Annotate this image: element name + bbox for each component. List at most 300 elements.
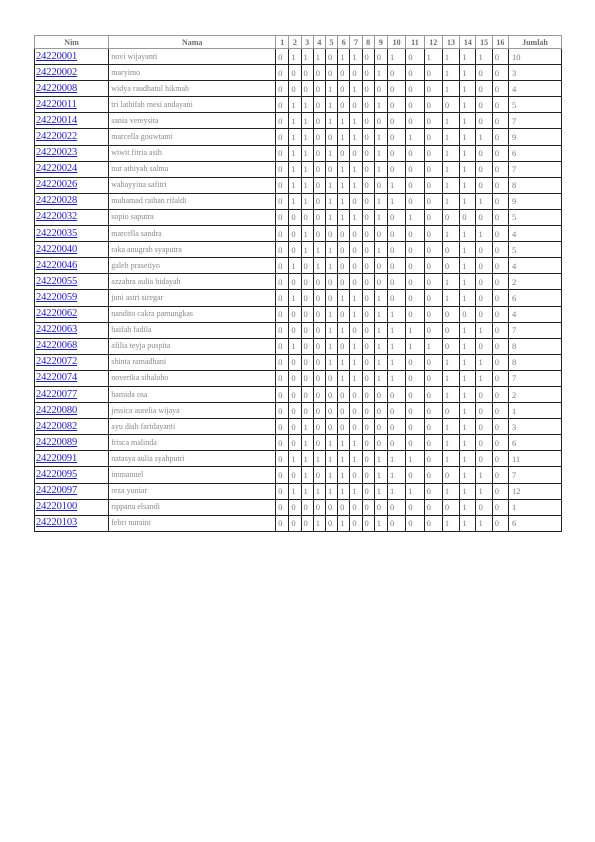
score-cell[interactable]: 1: [325, 467, 337, 483]
score-cell[interactable]: 0: [338, 274, 350, 290]
jumlah-cell[interactable]: 6: [508, 290, 561, 306]
jumlah-cell[interactable]: 6: [508, 145, 561, 161]
score-cell[interactable]: 0: [276, 354, 289, 370]
score-cell[interactable]: 1: [338, 451, 350, 467]
score-cell[interactable]: 1: [301, 226, 313, 242]
score-cell[interactable]: 1: [442, 435, 459, 451]
score-cell[interactable]: 0: [301, 354, 313, 370]
score-cell[interactable]: 0: [313, 177, 325, 193]
score-cell[interactable]: 1: [325, 145, 337, 161]
score-cell[interactable]: 1: [338, 322, 350, 338]
nim-link[interactable]: 24220059: [35, 290, 109, 306]
score-cell[interactable]: 1: [387, 322, 405, 338]
score-cell[interactable]: 1: [289, 177, 301, 193]
score-cell[interactable]: 0: [313, 386, 325, 402]
score-cell[interactable]: 0: [276, 451, 289, 467]
score-cell[interactable]: 1: [442, 370, 459, 386]
score-cell[interactable]: 0: [476, 113, 492, 129]
score-cell[interactable]: 0: [276, 483, 289, 499]
jumlah-cell[interactable]: 5: [508, 97, 561, 113]
score-cell[interactable]: 1: [301, 177, 313, 193]
score-cell[interactable]: 0: [387, 515, 405, 531]
nim-link[interactable]: 24220055: [35, 274, 109, 290]
score-cell[interactable]: 1: [338, 435, 350, 451]
column-header-q12[interactable]: 12: [424, 36, 442, 49]
jumlah-cell[interactable]: 5: [508, 209, 561, 225]
score-cell[interactable]: 0: [492, 258, 508, 274]
score-cell[interactable]: 0: [387, 258, 405, 274]
score-cell[interactable]: 0: [387, 290, 405, 306]
score-cell[interactable]: 1: [325, 338, 337, 354]
score-cell[interactable]: 0: [374, 81, 387, 97]
score-cell[interactable]: 1: [374, 65, 387, 81]
score-cell[interactable]: 1: [338, 290, 350, 306]
column-header-q3[interactable]: 3: [301, 36, 313, 49]
nim-link[interactable]: 24220024: [35, 161, 109, 177]
score-cell[interactable]: 0: [492, 403, 508, 419]
score-cell[interactable]: 0: [301, 209, 313, 225]
score-cell[interactable]: 1: [460, 274, 476, 290]
score-cell[interactable]: 0: [424, 483, 442, 499]
score-cell[interactable]: 0: [276, 370, 289, 386]
score-cell[interactable]: 0: [492, 386, 508, 402]
nim-link[interactable]: 24220077: [35, 386, 109, 402]
column-header-q16[interactable]: 16: [492, 36, 508, 49]
score-cell[interactable]: 0: [424, 226, 442, 242]
student-name-cell[interactable]: rippana elsandi: [109, 499, 276, 515]
score-cell[interactable]: 0: [492, 274, 508, 290]
score-cell[interactable]: 0: [362, 145, 374, 161]
score-cell[interactable]: 0: [406, 161, 424, 177]
score-cell[interactable]: 0: [313, 145, 325, 161]
nim-link[interactable]: 24220063: [35, 322, 109, 338]
nim-link[interactable]: 24220103: [35, 515, 109, 531]
score-cell[interactable]: 1: [442, 290, 459, 306]
student-name-cell[interactable]: widya raudhatul hikmah: [109, 81, 276, 97]
score-cell[interactable]: 0: [476, 451, 492, 467]
score-cell[interactable]: 0: [313, 370, 325, 386]
score-cell[interactable]: 0: [442, 258, 459, 274]
jumlah-cell[interactable]: 7: [508, 113, 561, 129]
score-cell[interactable]: 1: [289, 193, 301, 209]
score-cell[interactable]: 1: [338, 467, 350, 483]
score-cell[interactable]: 1: [374, 161, 387, 177]
score-cell[interactable]: 1: [460, 81, 476, 97]
score-cell[interactable]: 0: [338, 338, 350, 354]
score-cell[interactable]: 0: [362, 354, 374, 370]
score-cell[interactable]: 0: [338, 403, 350, 419]
column-header-q9[interactable]: 9: [374, 36, 387, 49]
score-cell[interactable]: 0: [276, 435, 289, 451]
score-cell[interactable]: 0: [362, 226, 374, 242]
score-cell[interactable]: 0: [424, 386, 442, 402]
score-cell[interactable]: 0: [276, 65, 289, 81]
score-cell[interactable]: 1: [374, 451, 387, 467]
nim-link[interactable]: 24220068: [35, 338, 109, 354]
student-name-cell[interactable]: afilia teyja puspita: [109, 338, 276, 354]
jumlah-cell[interactable]: 7: [508, 161, 561, 177]
score-cell[interactable]: 0: [476, 306, 492, 322]
score-cell[interactable]: 0: [387, 499, 405, 515]
score-cell[interactable]: 0: [476, 81, 492, 97]
jumlah-cell[interactable]: 8: [508, 177, 561, 193]
score-cell[interactable]: 0: [325, 290, 337, 306]
score-cell[interactable]: 0: [362, 322, 374, 338]
score-cell[interactable]: 0: [387, 435, 405, 451]
score-cell[interactable]: 1: [350, 129, 362, 145]
score-cell[interactable]: 0: [492, 49, 508, 65]
score-cell[interactable]: 1: [313, 483, 325, 499]
score-cell[interactable]: 0: [313, 65, 325, 81]
score-cell[interactable]: 0: [362, 403, 374, 419]
score-cell[interactable]: 1: [374, 129, 387, 145]
score-cell[interactable]: 0: [362, 81, 374, 97]
student-name-cell[interactable]: noverika sihaloho: [109, 370, 276, 386]
score-cell[interactable]: 0: [424, 451, 442, 467]
score-cell[interactable]: 0: [325, 515, 337, 531]
score-cell[interactable]: 0: [325, 419, 337, 435]
score-cell[interactable]: 1: [442, 145, 459, 161]
score-cell[interactable]: 0: [442, 499, 459, 515]
score-cell[interactable]: 0: [387, 242, 405, 258]
score-cell[interactable]: 0: [289, 354, 301, 370]
score-cell[interactable]: 1: [301, 483, 313, 499]
score-cell[interactable]: 0: [325, 161, 337, 177]
student-name-cell[interactable]: maryimo: [109, 65, 276, 81]
score-cell[interactable]: 0: [424, 209, 442, 225]
score-cell[interactable]: 1: [374, 354, 387, 370]
score-cell[interactable]: 0: [301, 370, 313, 386]
score-cell[interactable]: 0: [362, 483, 374, 499]
score-cell[interactable]: 0: [338, 65, 350, 81]
score-cell[interactable]: 0: [313, 322, 325, 338]
score-cell[interactable]: 0: [276, 338, 289, 354]
nim-link[interactable]: 24220089: [35, 435, 109, 451]
score-cell[interactable]: 1: [289, 483, 301, 499]
score-cell[interactable]: 1: [338, 49, 350, 65]
score-cell[interactable]: 0: [424, 81, 442, 97]
score-cell[interactable]: 0: [289, 274, 301, 290]
score-cell[interactable]: 1: [476, 226, 492, 242]
score-cell[interactable]: 0: [362, 419, 374, 435]
score-cell[interactable]: 1: [374, 306, 387, 322]
jumlah-cell[interactable]: 12: [508, 483, 561, 499]
score-cell[interactable]: 1: [325, 258, 337, 274]
score-cell[interactable]: 0: [406, 81, 424, 97]
nim-link[interactable]: 24220074: [35, 370, 109, 386]
score-cell[interactable]: 1: [313, 258, 325, 274]
score-cell[interactable]: 0: [338, 242, 350, 258]
score-cell[interactable]: 1: [387, 354, 405, 370]
student-name-cell[interactable]: jessica aurelia wijaya: [109, 403, 276, 419]
score-cell[interactable]: 0: [406, 177, 424, 193]
score-cell[interactable]: 1: [442, 49, 459, 65]
student-name-cell[interactable]: hamida osa: [109, 386, 276, 402]
score-cell[interactable]: 0: [276, 274, 289, 290]
nim-link[interactable]: 24220062: [35, 306, 109, 322]
score-cell[interactable]: 0: [350, 386, 362, 402]
score-cell[interactable]: 0: [362, 370, 374, 386]
score-cell[interactable]: 1: [460, 435, 476, 451]
score-cell[interactable]: 0: [406, 499, 424, 515]
score-cell[interactable]: 1: [350, 483, 362, 499]
score-cell[interactable]: 0: [442, 242, 459, 258]
score-cell[interactable]: 0: [325, 386, 337, 402]
score-cell[interactable]: 0: [301, 386, 313, 402]
score-cell[interactable]: 1: [476, 467, 492, 483]
column-header-q8[interactable]: 8: [362, 36, 374, 49]
score-cell[interactable]: 0: [276, 242, 289, 258]
nim-link[interactable]: 24220100: [35, 499, 109, 515]
score-cell[interactable]: 1: [289, 451, 301, 467]
score-cell[interactable]: 1: [442, 515, 459, 531]
jumlah-cell[interactable]: 11: [508, 451, 561, 467]
score-cell[interactable]: 1: [406, 483, 424, 499]
score-cell[interactable]: 1: [374, 515, 387, 531]
score-cell[interactable]: 0: [442, 338, 459, 354]
score-cell[interactable]: 1: [460, 338, 476, 354]
score-cell[interactable]: 1: [476, 515, 492, 531]
score-cell[interactable]: 1: [460, 483, 476, 499]
score-cell[interactable]: 0: [350, 403, 362, 419]
score-cell[interactable]: 1: [301, 129, 313, 145]
column-header-q11[interactable]: 11: [406, 36, 424, 49]
score-cell[interactable]: 0: [362, 274, 374, 290]
score-cell[interactable]: 0: [492, 81, 508, 97]
score-cell[interactable]: 0: [338, 81, 350, 97]
score-cell[interactable]: 0: [338, 97, 350, 113]
score-cell[interactable]: 0: [301, 306, 313, 322]
score-cell[interactable]: 0: [289, 81, 301, 97]
score-cell[interactable]: 1: [313, 451, 325, 467]
score-cell[interactable]: 0: [313, 467, 325, 483]
score-cell[interactable]: 0: [289, 306, 301, 322]
score-cell[interactable]: 0: [362, 451, 374, 467]
score-cell[interactable]: 0: [424, 354, 442, 370]
score-cell[interactable]: 0: [424, 403, 442, 419]
score-cell[interactable]: 0: [350, 258, 362, 274]
score-cell[interactable]: 1: [338, 370, 350, 386]
score-cell[interactable]: 0: [387, 145, 405, 161]
score-cell[interactable]: 1: [350, 49, 362, 65]
nim-link[interactable]: 24220026: [35, 177, 109, 193]
score-cell[interactable]: 0: [325, 49, 337, 65]
score-cell[interactable]: 0: [424, 129, 442, 145]
score-cell[interactable]: 0: [406, 515, 424, 531]
score-cell[interactable]: 0: [424, 499, 442, 515]
score-cell[interactable]: 1: [442, 81, 459, 97]
column-header-q10[interactable]: 10: [387, 36, 405, 49]
score-cell[interactable]: 0: [301, 499, 313, 515]
jumlah-cell[interactable]: 8: [508, 338, 561, 354]
score-cell[interactable]: 1: [442, 419, 459, 435]
score-cell[interactable]: 1: [350, 370, 362, 386]
score-cell[interactable]: 0: [362, 129, 374, 145]
score-cell[interactable]: 1: [374, 209, 387, 225]
student-name-cell[interactable]: novi wijayanti: [109, 49, 276, 65]
score-cell[interactable]: 0: [276, 81, 289, 97]
score-cell[interactable]: 0: [362, 209, 374, 225]
score-cell[interactable]: 0: [276, 322, 289, 338]
score-cell[interactable]: 0: [362, 467, 374, 483]
score-cell[interactable]: 0: [476, 242, 492, 258]
score-cell[interactable]: 1: [338, 177, 350, 193]
score-cell[interactable]: 0: [406, 306, 424, 322]
score-cell[interactable]: 1: [406, 451, 424, 467]
score-cell[interactable]: 0: [424, 242, 442, 258]
score-cell[interactable]: 1: [350, 81, 362, 97]
nim-link[interactable]: 24220046: [35, 258, 109, 274]
score-cell[interactable]: 1: [325, 354, 337, 370]
nim-link[interactable]: 24220040: [35, 242, 109, 258]
score-cell[interactable]: 1: [289, 258, 301, 274]
score-cell[interactable]: 0: [387, 419, 405, 435]
score-cell[interactable]: 1: [301, 97, 313, 113]
score-cell[interactable]: 0: [313, 499, 325, 515]
score-cell[interactable]: 0: [492, 97, 508, 113]
score-cell[interactable]: 1: [460, 467, 476, 483]
score-cell[interactable]: 0: [492, 113, 508, 129]
score-cell[interactable]: 1: [338, 354, 350, 370]
score-cell[interactable]: 0: [276, 515, 289, 531]
score-cell[interactable]: 0: [325, 274, 337, 290]
nim-link[interactable]: 24220028: [35, 193, 109, 209]
score-cell[interactable]: 0: [424, 322, 442, 338]
score-cell[interactable]: 0: [325, 226, 337, 242]
score-cell[interactable]: 0: [406, 419, 424, 435]
score-cell[interactable]: 0: [362, 290, 374, 306]
column-header-q14[interactable]: 14: [460, 36, 476, 49]
score-cell[interactable]: 0: [289, 370, 301, 386]
score-cell[interactable]: 0: [387, 403, 405, 419]
score-cell[interactable]: 1: [476, 370, 492, 386]
column-header-q2[interactable]: 2: [289, 36, 301, 49]
score-cell[interactable]: 1: [338, 113, 350, 129]
nim-link[interactable]: 24220072: [35, 354, 109, 370]
score-cell[interactable]: 1: [325, 81, 337, 97]
score-cell[interactable]: 0: [313, 338, 325, 354]
score-cell[interactable]: 0: [276, 113, 289, 129]
score-cell[interactable]: 1: [442, 177, 459, 193]
score-cell[interactable]: 1: [289, 145, 301, 161]
score-cell[interactable]: 0: [424, 113, 442, 129]
score-cell[interactable]: 0: [406, 386, 424, 402]
score-cell[interactable]: 0: [492, 209, 508, 225]
score-cell[interactable]: 0: [442, 322, 459, 338]
score-cell[interactable]: 0: [276, 290, 289, 306]
score-cell[interactable]: 0: [492, 354, 508, 370]
score-cell[interactable]: 1: [460, 193, 476, 209]
jumlah-cell[interactable]: 8: [508, 354, 561, 370]
column-header-nama[interactable]: Nama: [109, 36, 276, 49]
score-cell[interactable]: 1: [350, 177, 362, 193]
score-cell[interactable]: 1: [325, 113, 337, 129]
score-cell[interactable]: 1: [476, 193, 492, 209]
nim-link[interactable]: 24220023: [35, 145, 109, 161]
score-cell[interactable]: 0: [338, 386, 350, 402]
score-cell[interactable]: 1: [313, 515, 325, 531]
nim-link[interactable]: 24220097: [35, 483, 109, 499]
score-cell[interactable]: 0: [350, 467, 362, 483]
score-cell[interactable]: 1: [460, 242, 476, 258]
jumlah-cell[interactable]: 1: [508, 499, 561, 515]
score-cell[interactable]: 0: [374, 403, 387, 419]
score-cell[interactable]: 0: [387, 226, 405, 242]
student-name-cell[interactable]: reza yuniar: [109, 483, 276, 499]
score-cell[interactable]: 0: [424, 370, 442, 386]
score-cell[interactable]: 1: [460, 65, 476, 81]
score-cell[interactable]: 0: [492, 145, 508, 161]
jumlah-cell[interactable]: 1: [508, 403, 561, 419]
score-cell[interactable]: 0: [313, 161, 325, 177]
student-name-cell[interactable]: juni astri siregar: [109, 290, 276, 306]
score-cell[interactable]: 0: [313, 113, 325, 129]
score-cell[interactable]: 0: [424, 515, 442, 531]
score-cell[interactable]: 0: [289, 65, 301, 81]
score-cell[interactable]: 0: [424, 258, 442, 274]
jumlah-cell[interactable]: 9: [508, 129, 561, 145]
score-cell[interactable]: 0: [301, 403, 313, 419]
score-cell[interactable]: 0: [492, 370, 508, 386]
jumlah-cell[interactable]: 3: [508, 419, 561, 435]
student-name-cell[interactable]: marcella gouwtami: [109, 129, 276, 145]
score-cell[interactable]: 0: [338, 226, 350, 242]
score-cell[interactable]: 0: [350, 242, 362, 258]
jumlah-cell[interactable]: 5: [508, 242, 561, 258]
score-cell[interactable]: 0: [350, 226, 362, 242]
student-name-cell[interactable]: marcella sandra: [109, 226, 276, 242]
score-cell[interactable]: 0: [313, 226, 325, 242]
score-cell[interactable]: 0: [289, 419, 301, 435]
score-cell[interactable]: 1: [406, 322, 424, 338]
score-cell[interactable]: 0: [350, 322, 362, 338]
score-cell[interactable]: 0: [406, 226, 424, 242]
score-cell[interactable]: 1: [460, 49, 476, 65]
score-cell[interactable]: 1: [350, 161, 362, 177]
score-cell[interactable]: 0: [460, 306, 476, 322]
score-cell[interactable]: 1: [406, 129, 424, 145]
student-name-cell[interactable]: natasya aulia syahputri: [109, 451, 276, 467]
jumlah-cell[interactable]: 4: [508, 81, 561, 97]
score-cell[interactable]: 0: [276, 226, 289, 242]
score-cell[interactable]: 0: [442, 209, 459, 225]
nim-link[interactable]: 24220001: [35, 49, 109, 65]
score-cell[interactable]: 1: [289, 97, 301, 113]
student-name-cell[interactable]: sania vereysita: [109, 113, 276, 129]
score-cell[interactable]: 0: [325, 403, 337, 419]
score-cell[interactable]: 0: [374, 258, 387, 274]
score-cell[interactable]: 0: [313, 419, 325, 435]
score-cell[interactable]: 1: [338, 129, 350, 145]
score-cell[interactable]: 0: [406, 370, 424, 386]
score-cell[interactable]: 0: [289, 403, 301, 419]
score-cell[interactable]: 0: [424, 177, 442, 193]
score-cell[interactable]: 0: [492, 177, 508, 193]
score-cell[interactable]: 1: [442, 386, 459, 402]
score-cell[interactable]: 1: [460, 354, 476, 370]
score-cell[interactable]: 1: [460, 177, 476, 193]
score-cell[interactable]: 0: [424, 290, 442, 306]
score-cell[interactable]: 1: [387, 306, 405, 322]
nim-link[interactable]: 24220082: [35, 419, 109, 435]
score-cell[interactable]: 1: [460, 419, 476, 435]
score-cell[interactable]: 0: [492, 290, 508, 306]
score-cell[interactable]: 1: [387, 338, 405, 354]
score-cell[interactable]: 0: [276, 97, 289, 113]
score-cell[interactable]: 0: [276, 386, 289, 402]
score-cell[interactable]: 0: [350, 274, 362, 290]
score-cell[interactable]: 1: [374, 290, 387, 306]
